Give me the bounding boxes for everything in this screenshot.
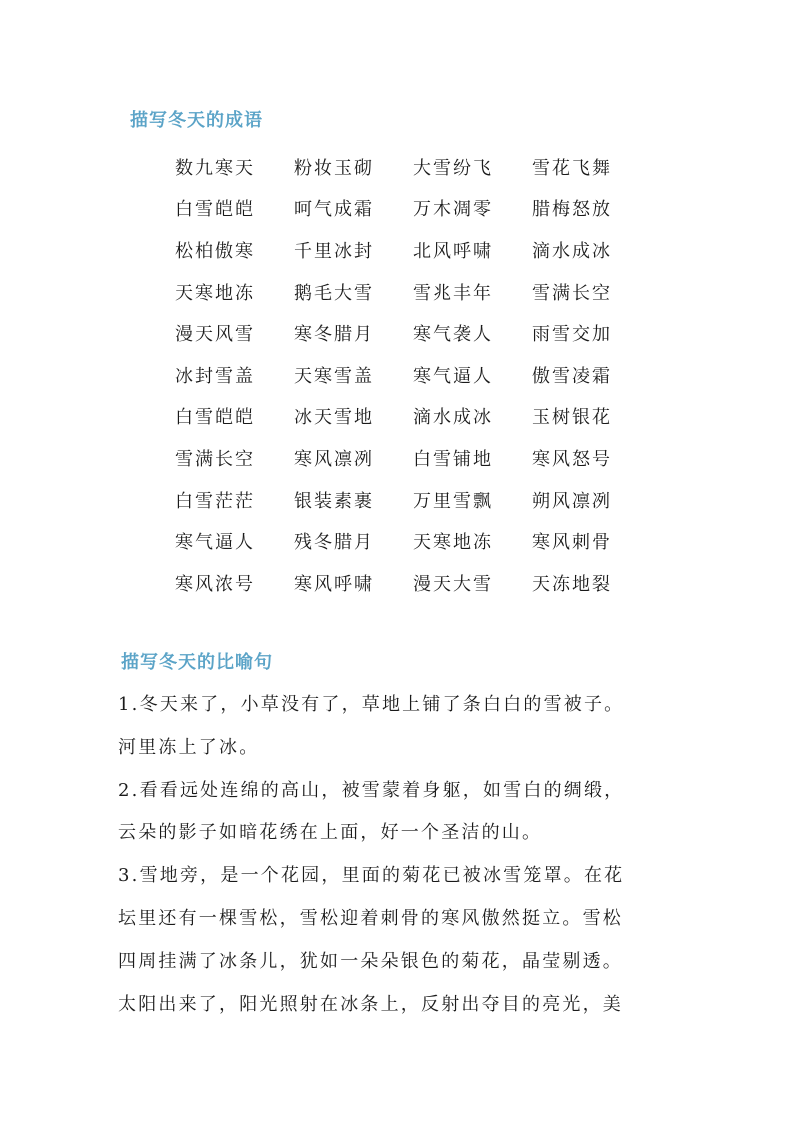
idiom-item: 千里冰封 <box>294 240 374 262</box>
idiom-item: 雪花飞舞 <box>532 157 612 179</box>
idiom-item: 漫天风雪 <box>175 324 255 346</box>
paragraph-line: 河里冻上了冰。 <box>118 736 260 758</box>
idiom-row <box>175 312 655 354</box>
paragraph-line: 四周挂满了冰条儿，犹如一朵朵银色的菊花，晶莹剔透。 <box>118 950 623 972</box>
idiom-row <box>175 229 655 271</box>
idiom-item: 鹅毛大雪 <box>294 282 374 304</box>
paragraph-line: 1.冬天来了，小草没有了，草地上铺了条白白的雪被子。 <box>118 694 625 715</box>
paragraph-line: 3.雪地旁，是一个花园，里面的菊花已被冰雪笼罩。在花 <box>118 865 625 887</box>
idiom-item: 雪满长空 <box>532 282 612 304</box>
idiom-item: 寒风呼啸 <box>294 573 374 595</box>
idiom-item: 玉树银花 <box>532 407 612 429</box>
idiom-row <box>175 562 655 604</box>
idiom-item: 寒风刺骨 <box>532 532 612 554</box>
idiom-item: 白雪皑皑 <box>175 199 255 221</box>
idiom-item: 粉妆玉砌 <box>294 157 374 179</box>
idiom-item: 北风呼啸 <box>413 240 493 262</box>
idiom-item: 寒气逼人 <box>413 365 493 387</box>
idiom-row <box>175 271 655 313</box>
idiom-item: 冰天雪地 <box>294 407 374 429</box>
idiom-item: 滴水成冰 <box>413 407 493 429</box>
idiom-item: 数九寒天 <box>175 157 255 179</box>
idiom-row <box>175 437 655 479</box>
idiom-item: 漫天大雪 <box>413 573 493 595</box>
paragraph-line: 坛里还有一棵雪松，雪松迎着刺骨的寒风傲然挺立。雪松 <box>118 907 623 929</box>
idiom-item: 寒气袭人 <box>413 324 493 346</box>
idiom-item: 腊梅怒放 <box>532 199 612 221</box>
idiom-item: 寒风怒号 <box>532 448 612 470</box>
idiom-item: 天寒雪盖 <box>294 365 374 387</box>
idiom-item: 雪兆丰年 <box>413 282 493 304</box>
idiom-item: 雪满长空 <box>175 448 255 470</box>
idiom-item: 雨雪交加 <box>532 324 612 346</box>
paragraph-line: 2.看看远处连绵的高山，被雪蒙着身躯，如雪白的绸缎， <box>118 779 625 801</box>
idiom-item: 银装素裹 <box>294 490 374 512</box>
idiom-item: 松柏傲寒 <box>175 240 255 262</box>
idiom-item: 天冻地裂 <box>532 573 612 595</box>
idiom-item: 呵气成霜 <box>294 199 374 221</box>
idiom-item: 寒冬腊月 <box>294 324 374 346</box>
idiom-item: 天寒地冻 <box>413 532 493 554</box>
idiom-item: 寒风凛冽 <box>294 448 374 470</box>
idiom-item: 天寒地冻 <box>175 282 255 304</box>
idiom-row <box>175 479 655 521</box>
section-title-similes: 描写冬天的比喻句 <box>121 652 273 673</box>
idiom-item: 白雪皑皑 <box>175 407 255 429</box>
idiom-item: 寒风浓号 <box>175 573 255 595</box>
idiom-row <box>175 188 655 230</box>
idiom-item: 冰封雪盖 <box>175 365 255 387</box>
idiom-item: 滴水成冰 <box>532 240 612 262</box>
idiom-item: 寒气逼人 <box>175 532 255 554</box>
idiom-row <box>175 354 655 396</box>
idiom-grid <box>175 146 655 604</box>
idiom-row <box>175 396 655 438</box>
idiom-row <box>175 520 655 562</box>
idiom-item: 傲雪凌霜 <box>532 365 612 387</box>
simile-paragraphs <box>118 684 678 1026</box>
paragraph-line: 云朵的影子如暗花绣在上面，好一个圣洁的山。 <box>118 822 543 844</box>
idiom-item: 白雪茫茫 <box>175 490 255 512</box>
idiom-item: 大雪纷飞 <box>413 157 493 179</box>
paragraph-line: 太阳出来了，阳光照射在冰条上，反射出夺目的亮光，美 <box>118 993 623 1015</box>
idiom-item: 残冬腊月 <box>294 532 374 554</box>
idiom-row <box>175 146 655 188</box>
idiom-item: 万里雪飘 <box>413 490 493 512</box>
idiom-item: 万木凋零 <box>413 199 493 221</box>
idiom-item: 白雪铺地 <box>413 448 493 470</box>
section-title-idioms: 描写冬天的成语 <box>130 110 263 131</box>
idiom-item: 朔风凛冽 <box>532 490 612 512</box>
